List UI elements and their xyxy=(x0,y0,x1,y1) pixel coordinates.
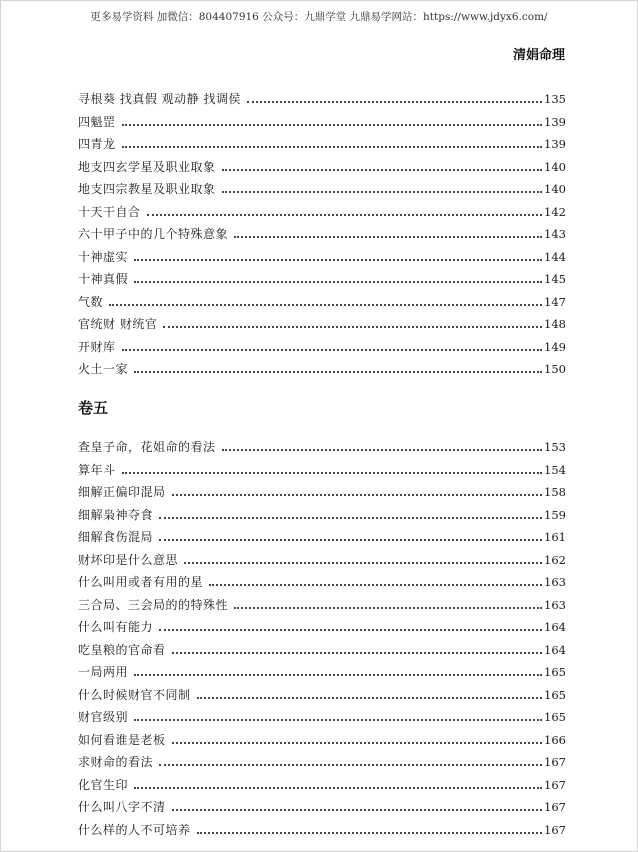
toc-entry-page: 167 xyxy=(544,800,566,814)
toc-entry[interactable] xyxy=(78,569,566,589)
toc-entry-page: 166 xyxy=(544,732,566,747)
toc-entry-title: 细解食伤混局 xyxy=(78,530,154,544)
toc-entry-title: 什么叫八字不清 xyxy=(78,800,166,814)
toc-leader-dots xyxy=(134,281,542,283)
toc-leader-dots xyxy=(134,787,542,789)
toc-entry[interactable] xyxy=(78,637,566,657)
toc-entry-page: 139 xyxy=(544,114,566,129)
toc-leader-dots xyxy=(134,371,542,373)
toc-entry[interactable] xyxy=(78,199,566,219)
watermark-text: 更多易学资料 加微信：804407916 公众号：九鼎学堂 九鼎易学网站：https://www.jdyx6.com/ xyxy=(90,11,548,23)
toc-entry-page: 165 xyxy=(544,710,566,724)
toc-entry-page: 150 xyxy=(544,362,566,376)
toc-leader-dots xyxy=(197,832,543,834)
toc-leader-dots xyxy=(122,124,543,126)
toc-entry[interactable] xyxy=(78,817,566,837)
toc-entry-title: 火土一家 xyxy=(78,362,129,376)
toc-leader-dots xyxy=(159,629,542,631)
header-title: 清娟命理 xyxy=(512,48,565,63)
toc-entry-title: 四魁罡 xyxy=(78,114,116,129)
toc-leader-dots xyxy=(122,349,543,351)
toc-entry-title: 一局两用 xyxy=(78,665,129,679)
toc-entry-title: 财官级别 xyxy=(78,710,129,724)
toc-entry-page: 144 xyxy=(544,249,566,264)
toc-entry[interactable] xyxy=(78,457,566,477)
toc-leader-dots xyxy=(172,742,543,744)
toc-entry[interactable] xyxy=(78,131,566,151)
toc-entry[interactable] xyxy=(78,244,566,264)
toc-entry-title: 官统财 财统官 xyxy=(78,317,158,331)
toc-leader-dots xyxy=(184,562,542,564)
toc-entry-title: 细解枭神夺食 xyxy=(78,507,154,522)
toc-entry-title: 什么叫有能力 xyxy=(78,620,154,634)
toc-entry-page: 139 xyxy=(544,137,566,151)
toc-leader-dots xyxy=(163,326,542,328)
toc-leader-dots xyxy=(222,449,543,451)
toc-entry[interactable] xyxy=(78,154,566,174)
toc-leader-dots xyxy=(234,236,542,238)
toc-leader-dots xyxy=(134,259,542,261)
toc-entry-title: 什么叫用或者有用的星 xyxy=(78,575,204,589)
toc-entry-page: 159 xyxy=(544,507,566,522)
toc-entry[interactable] xyxy=(78,176,566,196)
toc-leader-dots xyxy=(134,674,542,676)
toc-entry[interactable] xyxy=(78,109,566,129)
toc-entry-title: 气数 xyxy=(78,294,104,309)
toc-leader-dots xyxy=(247,101,542,103)
toc-entry-page: 147 xyxy=(544,294,566,309)
toc-entry-title: 地支四玄学星及职业取象 xyxy=(78,159,216,174)
toc-entry-title: 十天干自合 xyxy=(78,204,141,219)
toc-entry-page: 149 xyxy=(544,339,566,354)
toc-entry-page: 164 xyxy=(544,620,566,634)
toc-entry-page: 167 xyxy=(544,777,566,792)
toc-entry-title: 求财命的看法 xyxy=(78,755,154,769)
toc-entry[interactable] xyxy=(78,266,566,286)
toc-entry-title: 四青龙 xyxy=(78,137,116,151)
toc-entry-title: 什么时候财官不同制 xyxy=(78,687,191,702)
toc-entry-title: 算年斗 xyxy=(78,462,116,477)
toc-entry[interactable] xyxy=(78,592,566,612)
toc-entry-title: 什么样的人不可培养 xyxy=(78,822,191,837)
toc-entry-title: 吃皇粮的官命看 xyxy=(78,642,166,657)
toc-entry-page: 164 xyxy=(544,642,566,657)
toc-entry[interactable] xyxy=(78,334,566,354)
toc-leader-dots xyxy=(172,809,543,811)
toc-leader-dots xyxy=(147,214,543,216)
toc-entry-page: 163 xyxy=(544,575,566,589)
toc-leader-dots xyxy=(172,494,543,496)
toc-entry[interactable] xyxy=(78,289,566,309)
toc-entry-page: 154 xyxy=(544,462,566,477)
toc-entry-title: 三合局、三会局的的特殊性 xyxy=(78,597,229,612)
toc-leader-dots xyxy=(159,764,542,766)
toc-entry[interactable] xyxy=(78,502,566,522)
toc-leader-dots xyxy=(122,472,543,474)
toc-entry[interactable] xyxy=(78,794,566,814)
section-heading: 卷五 xyxy=(78,399,109,417)
toc-entry-title: 地支四宗教星及职业取象 xyxy=(78,182,216,196)
toc-entry-title: 化官生印 xyxy=(78,777,129,792)
toc-leader-dots xyxy=(222,191,543,193)
toc-entry-page: 162 xyxy=(544,552,566,567)
toc-entry-page: 143 xyxy=(544,227,566,241)
toc-entry[interactable] xyxy=(78,749,566,769)
toc-leader-dots xyxy=(222,169,543,171)
toc-leader-dots xyxy=(159,539,542,541)
toc-leader-dots xyxy=(109,304,542,306)
toc-entry-page: 158 xyxy=(544,485,566,499)
toc-entry[interactable] xyxy=(78,727,566,747)
toc-entry[interactable] xyxy=(78,311,566,331)
toc-entry-page: 161 xyxy=(544,530,566,544)
toc-entry[interactable] xyxy=(78,356,566,376)
toc-entry[interactable] xyxy=(78,524,566,544)
toc-leader-dots xyxy=(122,146,543,148)
toc-entry-page: 167 xyxy=(544,755,566,769)
toc-entry-title: 查皇子命，花姐命的看法 xyxy=(78,440,216,454)
toc-entry-page: 145 xyxy=(544,272,566,286)
toc-entry[interactable] xyxy=(78,547,566,567)
toc-entry[interactable] xyxy=(78,221,566,241)
toc-entry-page: 163 xyxy=(544,597,566,612)
toc-entry[interactable] xyxy=(78,772,566,792)
toc-leader-dots xyxy=(209,584,542,586)
toc-entry-page: 153 xyxy=(544,440,566,454)
toc-entry[interactable] xyxy=(78,614,566,634)
toc-entry[interactable] xyxy=(78,86,566,106)
toc-entry[interactable] xyxy=(78,479,566,499)
toc-entry-page: 140 xyxy=(544,159,566,174)
toc-entry[interactable] xyxy=(78,434,566,454)
toc-leader-dots xyxy=(172,652,543,654)
toc-entry-title: 如何看谁是老板 xyxy=(78,732,166,747)
toc-leader-dots xyxy=(234,607,542,609)
toc-entry-page: 148 xyxy=(544,317,566,331)
toc-entry-page: 140 xyxy=(544,182,566,196)
toc-entry-page: 167 xyxy=(544,822,566,837)
toc-entry-title: 财坏印是什么意思 xyxy=(78,552,179,567)
toc-entry-title: 十神真假 xyxy=(78,272,129,286)
toc-entry[interactable] xyxy=(78,659,566,679)
toc-entry-title: 寻根葵 找真假 观动静 找调侯 xyxy=(78,92,241,106)
toc-entry-title: 十神虚实 xyxy=(78,249,129,264)
toc-leader-dots xyxy=(197,697,543,699)
toc-entry[interactable] xyxy=(78,704,566,724)
toc-entry-page: 142 xyxy=(544,204,566,219)
toc-entry[interactable] xyxy=(78,682,566,702)
toc-leader-dots xyxy=(159,517,542,519)
toc-entry-title: 六十甲子中的几个特殊意象 xyxy=(78,227,229,241)
toc-entry-page: 165 xyxy=(544,665,566,679)
toc-entry-title: 细解正偏印混局 xyxy=(78,485,166,499)
toc-entry-title: 开财库 xyxy=(78,339,116,354)
toc-leader-dots xyxy=(134,719,542,721)
toc-entry-page: 135 xyxy=(544,92,566,106)
toc-entry-page: 165 xyxy=(544,687,566,702)
